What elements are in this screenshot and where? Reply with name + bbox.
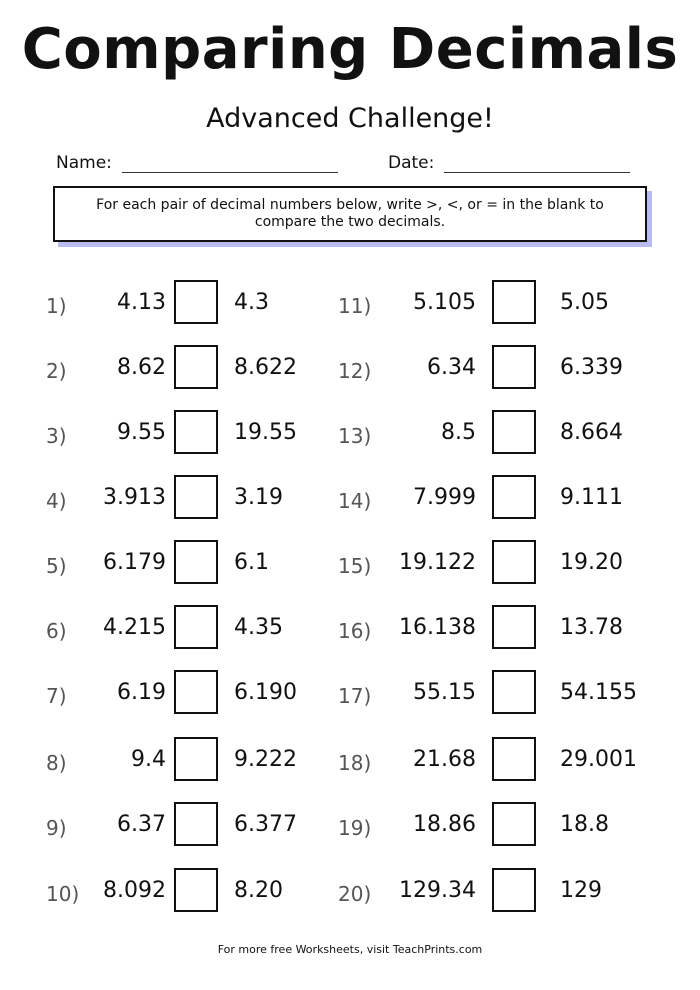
problem-item (338, 280, 668, 330)
problem-item (46, 868, 376, 918)
right-decimal: 19.20 (560, 550, 623, 575)
problem-number: 7) (46, 684, 67, 708)
answer-box[interactable] (492, 605, 536, 649)
problem-number: 8) (46, 751, 67, 775)
problem-number: 20) (338, 882, 372, 906)
problem-number: 9) (46, 816, 67, 840)
left-decimal: 4.13 (117, 290, 166, 315)
answer-box[interactable] (492, 802, 536, 846)
worksheet-title: Comparing Decimals (21, 17, 679, 82)
problem-number: 17) (338, 684, 372, 708)
answer-box[interactable] (492, 280, 536, 324)
left-decimal: 129.34 (399, 878, 476, 903)
right-decimal: 8.664 (560, 420, 623, 445)
problem-number: 12) (338, 359, 372, 383)
instructions-text: For each pair of decimal numbers below, write >, <, or = in the blank to compare the two decimals. (96, 196, 604, 230)
problem-item (338, 802, 668, 852)
answer-box[interactable] (492, 345, 536, 389)
answer-box[interactable] (492, 475, 536, 519)
answer-box[interactable] (492, 540, 536, 584)
left-decimal: 6.34 (427, 355, 476, 380)
problem-number: 16) (338, 619, 372, 643)
right-decimal: 29.001 (560, 747, 637, 772)
answer-box[interactable] (174, 345, 218, 389)
left-decimal: 5.105 (413, 290, 476, 315)
left-decimal: 8.092 (103, 878, 166, 903)
problem-item (46, 280, 376, 330)
problem-number: 15) (338, 554, 372, 578)
left-decimal: 9.55 (117, 420, 166, 445)
footer-text: For more free Worksheets, visit TeachPrints.com (217, 943, 483, 956)
right-decimal: 6.190 (234, 680, 297, 705)
right-decimal: 8.20 (234, 878, 283, 903)
date-field[interactable] (388, 153, 630, 173)
name-line[interactable] (122, 154, 338, 173)
answer-box[interactable] (174, 737, 218, 781)
left-decimal: 16.138 (399, 615, 476, 640)
right-decimal: 6.377 (234, 812, 297, 837)
problem-item (338, 475, 668, 525)
right-decimal: 129 (560, 878, 602, 903)
problem-item (338, 670, 668, 720)
left-decimal: 6.37 (117, 812, 166, 837)
problem-item (338, 540, 668, 590)
right-decimal: 5.05 (560, 290, 609, 315)
problem-item (338, 605, 668, 655)
problem-item (46, 540, 376, 590)
left-decimal: 6.179 (103, 550, 166, 575)
answer-box[interactable] (174, 670, 218, 714)
date-label: Date: (388, 153, 435, 173)
problem-item (46, 345, 376, 395)
problem-item (46, 475, 376, 525)
left-decimal: 9.4 (131, 747, 166, 772)
answer-box[interactable] (492, 670, 536, 714)
left-decimal: 19.122 (399, 550, 476, 575)
answer-box[interactable] (174, 540, 218, 584)
left-decimal: 4.215 (103, 615, 166, 640)
left-decimal: 7.999 (413, 485, 476, 510)
problem-item (338, 410, 668, 460)
answer-box[interactable] (174, 868, 218, 912)
problem-item (46, 737, 376, 787)
problem-item (338, 737, 668, 787)
left-decimal: 21.68 (413, 747, 476, 772)
right-decimal: 4.3 (234, 290, 269, 315)
problem-item (338, 868, 668, 918)
answer-box[interactable] (492, 410, 536, 454)
right-decimal: 18.8 (560, 812, 609, 837)
left-decimal: 3.913 (103, 485, 166, 510)
answer-box[interactable] (174, 802, 218, 846)
name-field[interactable] (56, 153, 338, 173)
left-decimal: 8.5 (441, 420, 476, 445)
instructions-box (53, 186, 647, 242)
right-decimal: 6.339 (560, 355, 623, 380)
answer-box[interactable] (174, 280, 218, 324)
right-decimal: 3.19 (234, 485, 283, 510)
problem-item (46, 670, 376, 720)
right-decimal: 8.622 (234, 355, 297, 380)
right-decimal: 54.155 (560, 680, 637, 705)
answer-box[interactable] (174, 475, 218, 519)
problem-number: 6) (46, 619, 67, 643)
answer-box[interactable] (492, 737, 536, 781)
problem-item (46, 410, 376, 460)
problem-number: 19) (338, 816, 372, 840)
problem-number: 2) (46, 359, 67, 383)
right-decimal: 4.35 (234, 615, 283, 640)
right-decimal: 6.1 (234, 550, 269, 575)
problem-number: 3) (46, 424, 67, 448)
problem-number: 13) (338, 424, 372, 448)
right-decimal: 9.111 (560, 485, 623, 510)
problem-item (338, 345, 668, 395)
left-decimal: 55.15 (413, 680, 476, 705)
worksheet-subtitle: Advanced Challenge! (206, 103, 494, 134)
problem-number: 4) (46, 489, 67, 513)
right-decimal: 9.222 (234, 747, 297, 772)
right-decimal: 13.78 (560, 615, 623, 640)
answer-box[interactable] (174, 410, 218, 454)
problem-number: 5) (46, 554, 67, 578)
problem-number: 18) (338, 751, 372, 775)
problem-number: 10) (46, 882, 80, 906)
problem-number: 11) (338, 294, 372, 318)
problem-item (46, 605, 376, 655)
date-line[interactable] (444, 154, 630, 173)
problem-item (46, 802, 376, 852)
left-decimal: 6.19 (117, 680, 166, 705)
answer-box[interactable] (174, 605, 218, 649)
left-decimal: 8.62 (117, 355, 166, 380)
problem-number: 1) (46, 294, 67, 318)
problem-number: 14) (338, 489, 372, 513)
left-decimal: 18.86 (413, 812, 476, 837)
right-decimal: 19.55 (234, 420, 297, 445)
answer-box[interactable] (492, 868, 536, 912)
name-label: Name: (56, 153, 112, 173)
